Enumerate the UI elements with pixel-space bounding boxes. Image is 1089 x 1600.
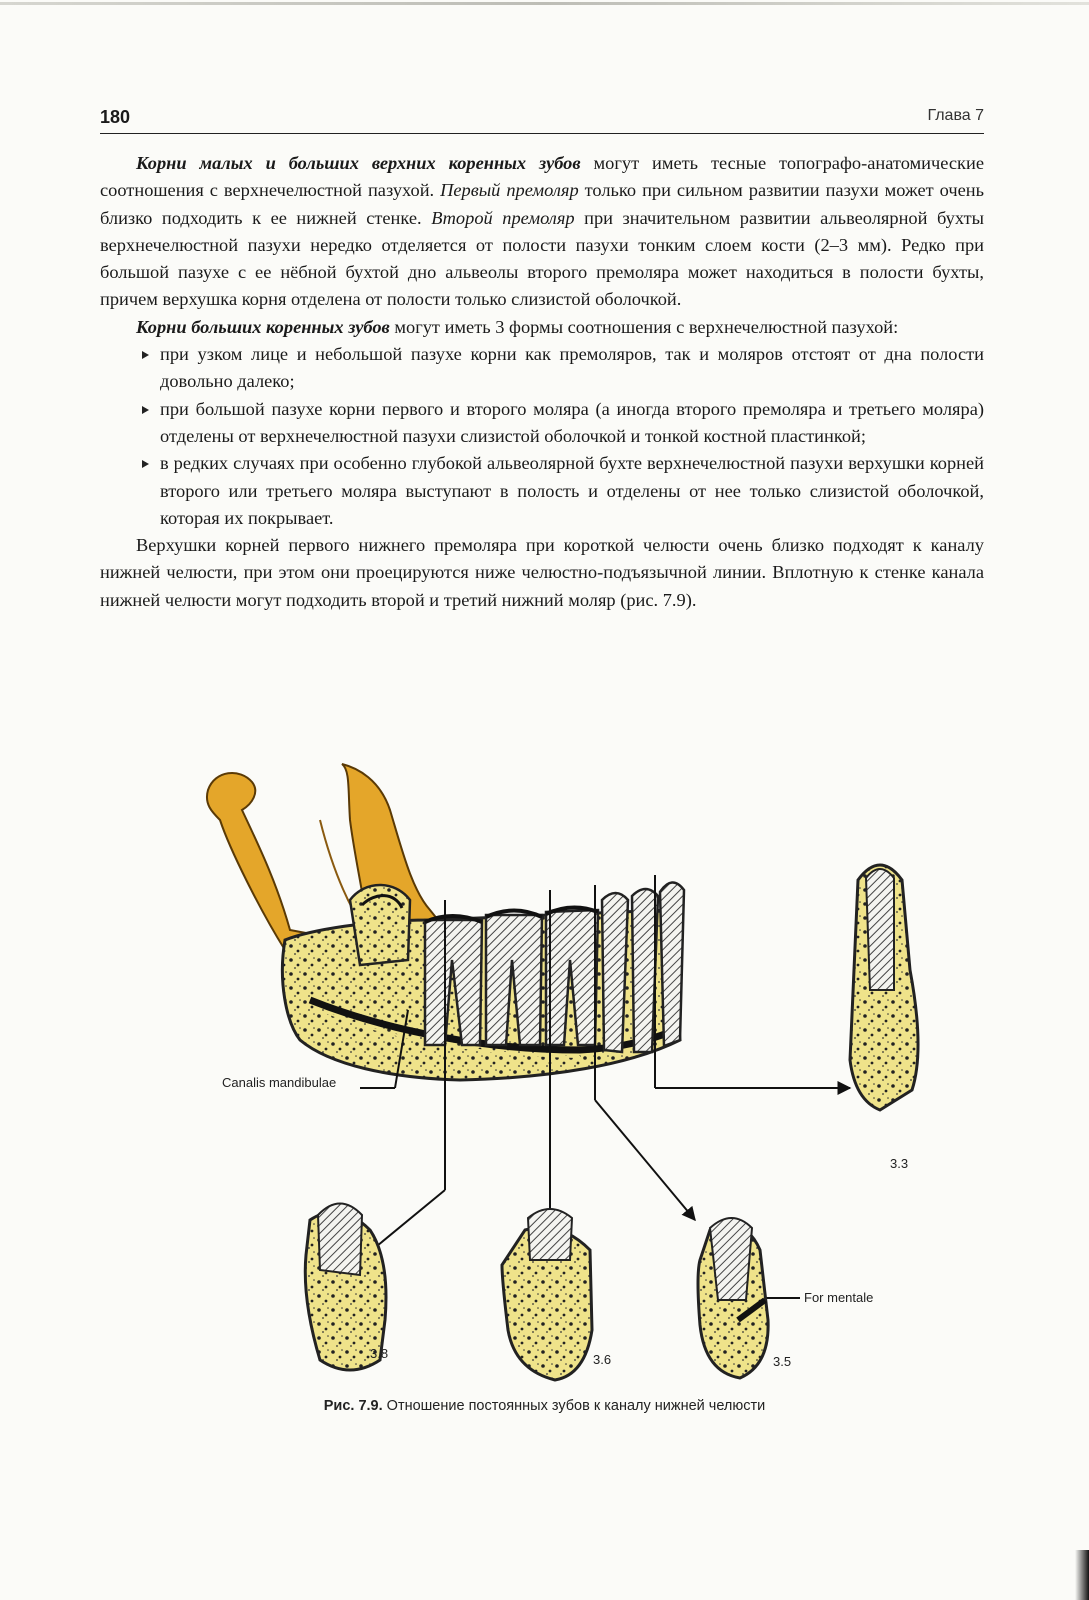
paragraph-molar-roots [100,314,984,341]
list-item: при большой пазухе корни первого и второго моляра (а иногда второго премоляра и третьего моляра) отделены от верхнечелюстной пазухи слизистой оболочкой и тонкой костной пластинкой; [140,396,984,451]
label-foramen-mentale: For mentale [804,1290,874,1305]
list-item: при узком лице и небольшой пазухе корни как премоляров, так и моляров отстоят от дна полости довольно далеко; [140,341,984,396]
page-number: 180 [100,107,131,127]
text-run: могут иметь тесные топографо-анатомические соотношения с верхнечелюстной пазухой. [100,153,984,201]
section-3-5 [698,1218,768,1378]
list-item: в редких случаях при особенно глубокой альвеолярной бухте верхнечелюстной пазухи верхушки корней второго или третьего моляра выступают в полость и отделены от нее только слизистой оболочкой, которая их покрывает. [140,450,984,532]
figure-caption [0,1398,1089,1414]
section-3-6 [502,1209,592,1380]
term-first-premolar: Первый премоляр [440,180,579,201]
label-tooth-3-5: 3.5 [773,1354,792,1369]
label-tooth-3-6: 3.6 [593,1352,612,1367]
lead-term: Корни больших коренных зубов [136,316,390,337]
bullet-list [100,341,984,532]
running-header [100,103,984,134]
caption-text: Отношение постоянных зубов к каналу нижней челюсти [382,1398,766,1414]
label-canalis-mandibulae: Canalis mandibulae [222,1075,337,1090]
chapter-title: Глава 7 [927,107,984,124]
page-edge-shadow [1075,1550,1089,1600]
paragraph-premolar-roots [100,150,984,314]
figure-mandible [190,760,930,1410]
label-tooth-3-8: 3.8 [370,1346,389,1361]
text-run: только при сильном развитии пазухи может очень близко подходить к ее нижней стенке. [100,180,984,228]
third-molar [350,885,410,965]
term-second-premolar: Второй премоляр [431,207,575,228]
premolars-canine [602,882,684,1052]
page-top-edge [0,2,1089,5]
paragraph-lower-teeth: Верхушки корней первого нижнего премоляра при короткой челюсти очень близко подходят к каналу нижней челюсти, при этом они проецируются ниже челюстно-подъязычной линии. Вплотную к стенке канала нижней челюсти могут подходить второй и третий нижний моляр (рис. 7.9). [100,535,984,610]
body-text [100,150,984,614]
section-3-3 [850,865,918,1110]
text-run: могут иметь 3 формы соотношения с верхнечелюстной пазухой: [389,316,899,337]
caption-label: Рис. 7.9. [323,1398,383,1414]
lead-term: Корни малых и больших верхних коренных зубов [136,153,581,173]
label-tooth-3-3: 3.3 [890,1156,909,1171]
text-run: при значительном развитии альвеолярной бухты верхнечелюстной пазухи нередко отделяется от полости пазухи тонким слоем кости (2–3 мм). Редко при большой пазухе с ее нёбной бухтой дно альвеолы второго премоляра может находиться в полости бухты, причем верхушка корня отделена от полости только слизистой оболочкой. [100,207,984,310]
